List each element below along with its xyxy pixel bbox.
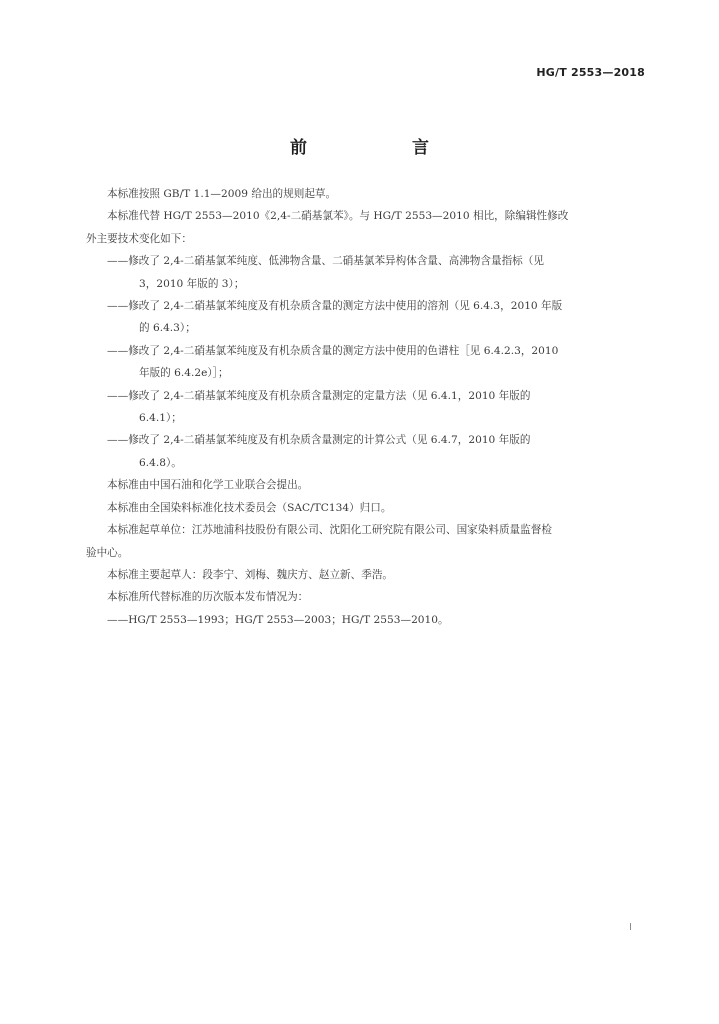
standard-code-header: HG/T 2553—2018	[536, 66, 645, 79]
change-item-line2: 的 6.4.3）；	[139, 322, 196, 335]
change-item-line2: 3，2010 年版的 3）；	[139, 277, 245, 290]
change-item-line2: 6.4.8）。	[139, 456, 182, 469]
paragraph-drafting-rules: 本标准按照 GB/T 1.1—2009 给出的规则起草。	[107, 188, 337, 200]
paragraph-drafting-units-line1: 本标准起草单位：江苏地浦科技股份有限公司、沈阳化工研究院有限公司、国家染料质量监督检	[107, 524, 552, 537]
change-item	[86, 340, 648, 385]
paragraph-main-drafters: 本标准主要起草人：段李宁、刘梅、魏庆方、赵立新、季浩。	[107, 568, 394, 581]
foreword-body	[86, 183, 648, 631]
paragraph-drafting-units-line2: 验中心。	[86, 546, 129, 559]
page-title: 前 言	[290, 138, 473, 158]
page-number: I	[629, 922, 632, 933]
paragraph-replaces-line2: 外主要技术变化如下：	[86, 232, 192, 245]
change-item-line1: ——修改了 2,4-二硝基氯苯纯度及有机杂质含量的测定方法中使用的溶剂（见 6.4.3，2010 年版	[107, 300, 563, 313]
change-item	[86, 385, 648, 430]
change-item-line2: 年版的 6.4.2e）］；	[139, 367, 229, 380]
change-item-line1: ——修改了 2,4-二硝基氯苯纯度、低沸物含量、二硝基氯苯异构体含量、高沸物含量指标（见	[107, 255, 544, 268]
change-item	[86, 295, 648, 340]
change-item-line1: ——修改了 2,4-二硝基氯苯纯度及有机杂质含量的测定方法中使用的色谱柱［见 6.4.2.3，2010	[107, 344, 559, 357]
paragraph-version-history: ——HG/T 2553—1993；HG/T 2553—2003；HG/T 2553—2010。	[107, 613, 449, 626]
change-item-line1: ——修改了 2,4-二硝基氯苯纯度及有机杂质含量测定的计算公式（见 6.4.7，2010 年版的	[107, 434, 531, 447]
change-item-line1: ——修改了 2,4-二硝基氯苯纯度及有机杂质含量测定的定量方法（见 6.4.1，2010 年版的	[107, 389, 531, 402]
change-item	[86, 250, 648, 295]
paragraph-proposed-by: 本标准由中国石油和化学工业联合会提出。	[107, 479, 309, 492]
paragraph-version-history-intro: 本标准所代替标准的历次版本发布情况为：	[107, 591, 309, 604]
change-item-line2: 6.4.1）；	[139, 412, 182, 425]
paragraph-under-jurisdiction: 本标准由全国染料标准化技术委员会（SAC/TC134）归口。	[107, 501, 392, 514]
paragraph-replaces-line1: 本标准代替 HG/T 2553—2010《2,4-二硝基氯苯》。与 HG/T 2553—2010 相比，除编辑性修改	[107, 210, 569, 223]
change-item	[86, 429, 648, 474]
